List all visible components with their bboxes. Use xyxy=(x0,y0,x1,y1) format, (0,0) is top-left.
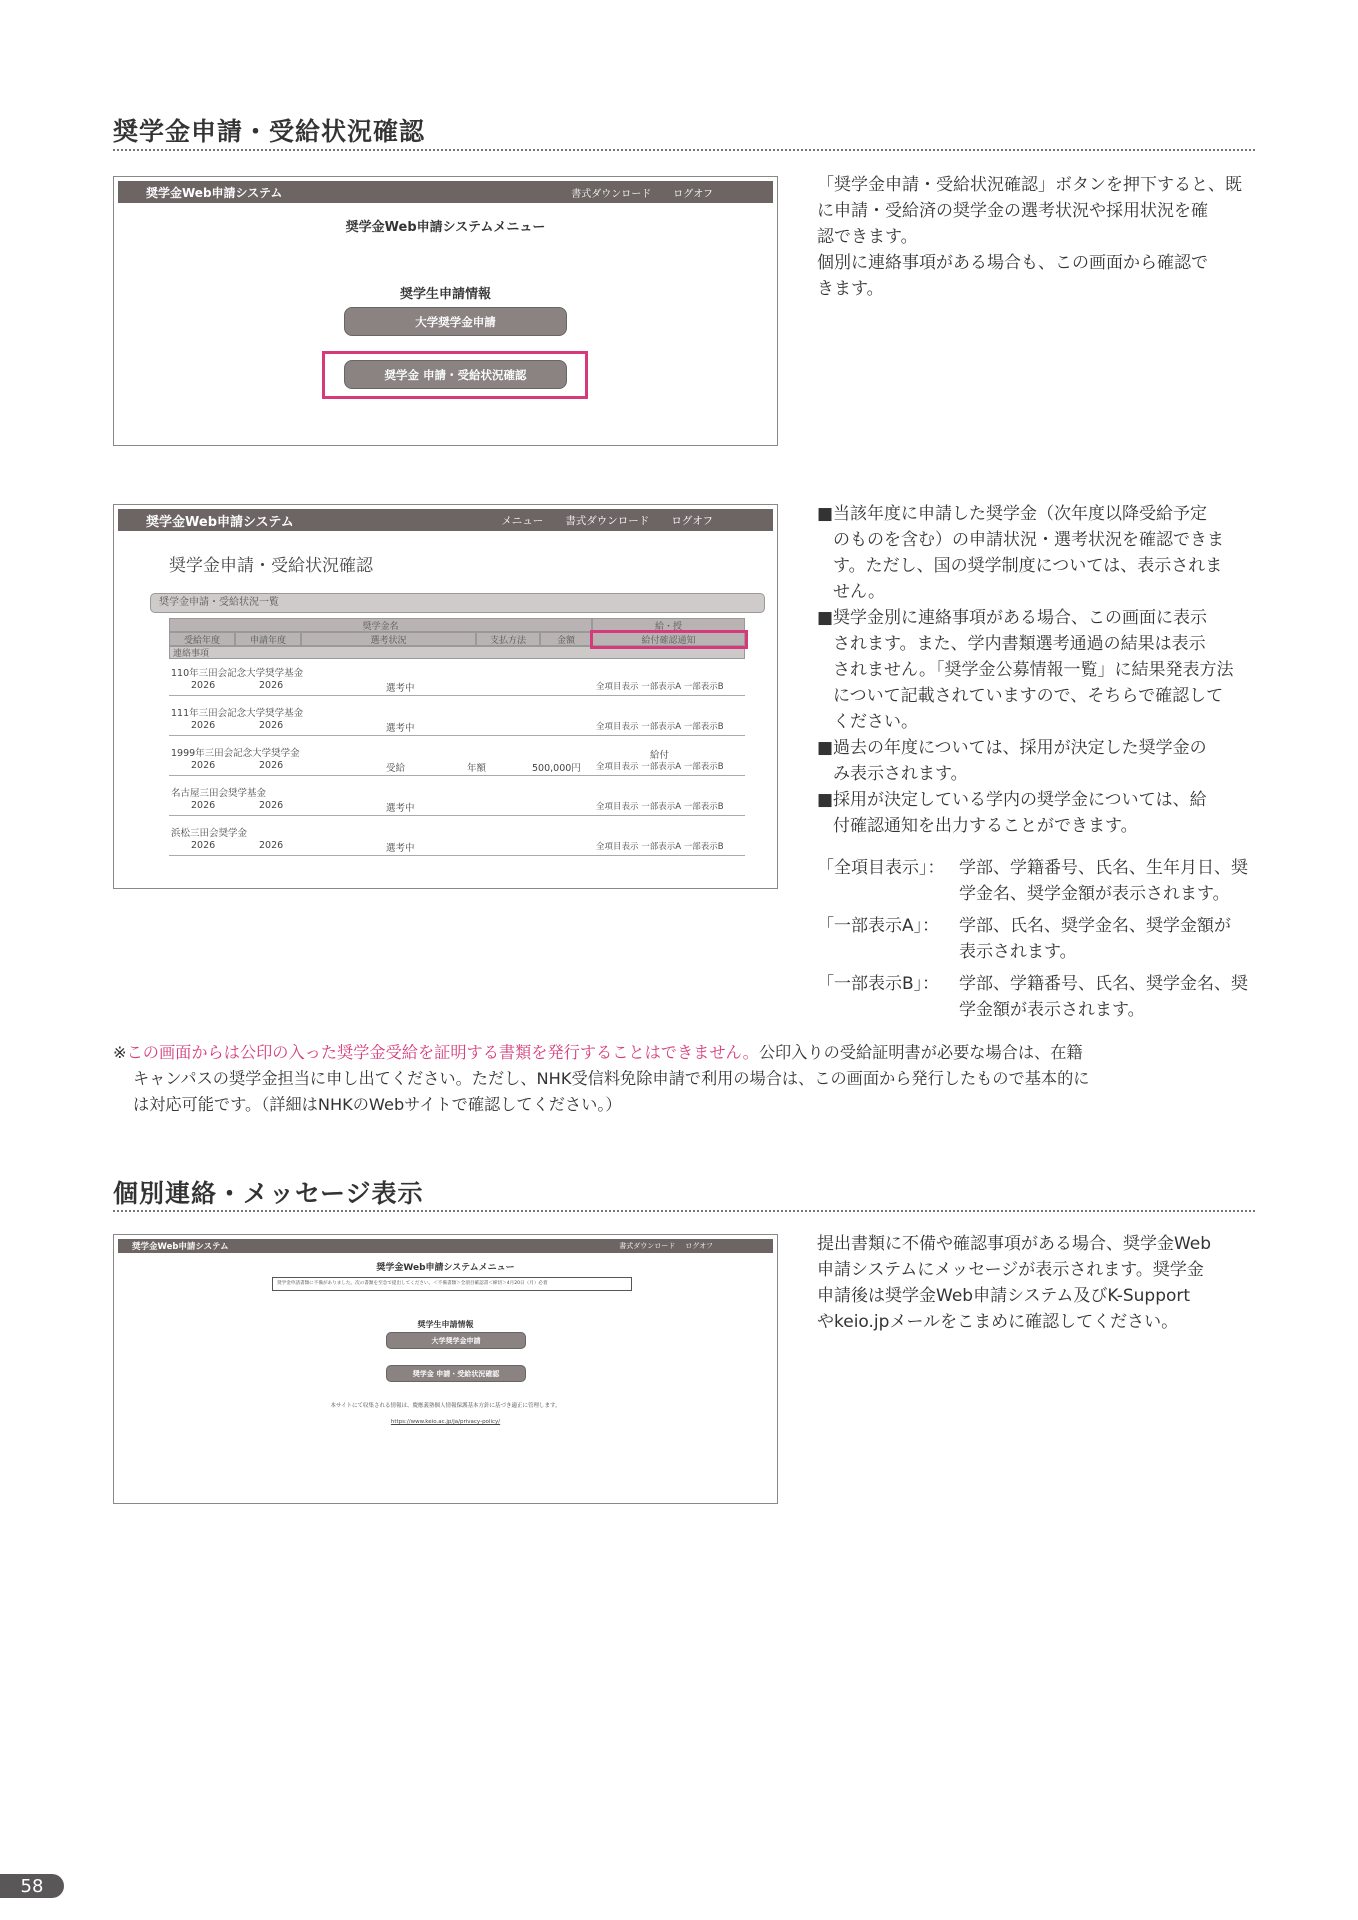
header-notice: 給付確認通知 xyxy=(592,632,745,646)
download-link[interactable]: 書式ダウンロード xyxy=(571,188,652,200)
section-title-status: 奨学金申請・受給状況確認 xyxy=(113,117,426,146)
logoff-link[interactable]: ログオフ xyxy=(671,514,713,527)
row-divider xyxy=(169,775,745,776)
privacy-text: 本サイトにて収集される情報は、慶應義塾個人情報保護基本方針に基づき適正に管理します。 xyxy=(330,1403,561,1409)
row-kyufu: 給付 xyxy=(650,750,670,761)
section1-description: 「奨学金申請・受給状況確認」ボタンを押下すると、既 に申請・受給済の奨学金の選考状況や採用状況を確 認できます。 個別に連絡事項がある場合も、この画面から確認で きます。 xyxy=(817,175,1242,299)
note-mark: ※ xyxy=(113,1043,127,1062)
page-number: 58 xyxy=(0,1874,64,1898)
display-definitions xyxy=(817,855,1262,1023)
row-payment: 年額 xyxy=(467,763,487,774)
row-recv-year: 2026 xyxy=(191,680,216,691)
status-button[interactable]: 奨学金 申請・受給状況確認 xyxy=(344,360,567,389)
bullet-item: ■ 過去の年度については、採用が決定した奨学金の み表示されます。 xyxy=(817,738,1207,784)
section-divider xyxy=(113,149,1255,151)
header-kyufu: 給・授 xyxy=(592,618,745,632)
section-divider xyxy=(113,1210,1255,1212)
row-divider xyxy=(169,815,745,816)
apply-button[interactable]: 大学奨学金申請 xyxy=(344,307,567,336)
menu-title: 奨学金Web申請システムメニュー xyxy=(376,1263,515,1273)
row-status: 受給 xyxy=(386,763,406,774)
system-title: 奨学金Web申請システム xyxy=(146,514,294,530)
highlight-frame xyxy=(322,351,588,399)
system-header-bar xyxy=(118,509,773,531)
row-view-links[interactable]: 全項目表示 一部表示A 一部表示B xyxy=(596,762,724,772)
row-scholarship-name: 名古屋三田会奨学基金 xyxy=(171,788,267,799)
header-status: 選考状況 xyxy=(301,632,476,646)
header-scholarship-name: 奨学金名 xyxy=(169,618,592,632)
header-recv-year: 受給年度 xyxy=(169,632,235,646)
row-apply-year: 2026 xyxy=(259,800,284,811)
page-title: 奨学金申請・受給状況確認 xyxy=(169,556,373,576)
row-scholarship-name: 浜松三田会奨学金 xyxy=(171,828,248,839)
row-recv-year: 2026 xyxy=(191,800,216,811)
group-label: 奨学生申請情報 xyxy=(399,287,491,302)
highlight-frame xyxy=(590,630,748,649)
row-divider xyxy=(169,695,745,696)
section-title-message: 個別連絡・メッセージ表示 xyxy=(113,1179,424,1208)
header-payment: 支払方法 xyxy=(476,632,540,646)
definition-all: 「全項目表示」： 学部、学籍番号、氏名、生年月日、奨 学金名、奨学金額が表示されます。 xyxy=(817,858,1248,904)
list-title-bar: 奨学金申請・受給状況一覧 xyxy=(150,593,765,613)
screenshot-menu xyxy=(113,176,778,446)
row-scholarship-name: 110年三田会記念大学奨学基金 xyxy=(171,668,304,679)
header-apply-year: 申請年度 xyxy=(235,632,301,646)
privacy-link[interactable]: https://www.keio.ac.jp/ja/privacy-policy/ xyxy=(390,1419,501,1425)
note-warning: この画面からは公印の入った奨学金受給を証明する書類を発行することはできません。 xyxy=(126,1043,759,1062)
bullet-item: ■ 奨学金別に連絡事項がある場合、この画面に表示 されます。また、学内書類選考通過の結果は表示 されません。「奨学金公募情報一覧」に結果発表方法 について記載されていますので、そちらで確認して ください。 xyxy=(817,608,1234,732)
definition-b: 「一部表示B」： 学部、学籍番号、氏名、奨学金名、奨 学金額が表示されます。 xyxy=(817,974,1248,1020)
row-apply-year: 2026 xyxy=(259,760,284,771)
row-divider xyxy=(169,735,745,736)
screenshot-message xyxy=(113,1234,778,1504)
row-apply-year: 2026 xyxy=(259,840,284,851)
row-divider xyxy=(169,855,745,856)
section3-description: 提出書類に不備や確認事項がある場合、奨学金Web 申請システムにメッセージが表示されます。奨学金 申請後は奨学金Web申請システム及びK-Support やkeio.jpメールをこまめに確認してください。 xyxy=(817,1234,1212,1332)
apply-button[interactable]: 大学奨学金申請 xyxy=(386,1332,526,1349)
menu-link[interactable]: メニュー xyxy=(501,514,544,527)
row-apply-year: 2026 xyxy=(259,720,284,731)
system-title: 奨学金Web申請システム xyxy=(132,1242,229,1252)
system-header-bar xyxy=(118,1239,773,1253)
row-view-links[interactable]: 全項目表示 一部表示A 一部表示B xyxy=(596,802,724,812)
header-amount: 金額 xyxy=(540,632,592,646)
menu-title: 奨学金Web申請システムメニュー xyxy=(345,220,546,235)
bullet-item: ■ 採用が決定している学内の奨学金については、給 付確認通知を出力することができます。 xyxy=(817,790,1207,836)
row-scholarship-name: 111年三田会記念大学奨学基金 xyxy=(171,708,304,719)
row-view-links[interactable]: 全項目表示 一部表示A 一部表示B xyxy=(596,682,724,692)
row-scholarship-name: 1999年三田会記念大学奨学金 xyxy=(171,748,300,759)
group-label: 奨学生申請情報 xyxy=(417,1320,474,1329)
download-link[interactable]: 書式ダウンロード xyxy=(619,1242,676,1250)
row-recv-year: 2026 xyxy=(191,720,216,731)
system-title: 奨学金Web申請システム xyxy=(146,185,283,200)
header-contact: 連絡事項 xyxy=(169,646,745,659)
status-button[interactable]: 奨学金 申請・受給状況確認 xyxy=(386,1365,526,1382)
logoff-link[interactable]: ログオフ xyxy=(685,1242,713,1250)
system-header-bar xyxy=(118,181,773,203)
row-recv-year: 2026 xyxy=(191,840,216,851)
message-box: 奨学金申請書類に不備がありました。次の書類を至急で提出してください。＜不備書類＞全項目確認書＜締切＞4月20日（月）必着 xyxy=(272,1277,632,1291)
bullet-item: ■ 当該年度に申請した奨学金（次年度以降受給予定 のものを含む）の申請状況・選考状況を確認できま す。ただし、国の奨学制度については、表示されま せん。 xyxy=(817,504,1224,602)
logoff-link[interactable]: ログオフ xyxy=(673,188,713,200)
download-link[interactable]: 書式ダウンロード xyxy=(565,514,650,527)
row-recv-year: 2026 xyxy=(191,760,216,771)
row-status: 選考中 xyxy=(386,843,415,854)
row-status: 選考中 xyxy=(386,683,415,694)
row-status: 選考中 xyxy=(386,723,415,734)
note-block: ※この画面からは公印の入った奨学金受給を証明する書類を発行することはできません。公印入りの受給証明書が必要な場合は、在籍 キャンパスの奨学金担当に申し出てください。ただし、NHK受信料免除申請で利用の場合は、この画面から発行したもので基本的に は対応可能です。（詳細はNHKのWebサイトで確認してください。） xyxy=(113,1043,1090,1114)
screenshot-status-list xyxy=(113,504,778,889)
row-status: 選考中 xyxy=(386,803,415,814)
row-view-links[interactable]: 全項目表示 一部表示A 一部表示B xyxy=(596,842,724,852)
section2-bullets xyxy=(817,501,1262,839)
row-view-links[interactable]: 全項目表示 一部表示A 一部表示B xyxy=(596,722,724,732)
row-amount: 500,000円 xyxy=(532,763,581,774)
definition-a: 「一部表示A」： 学部、氏名、奨学金名、奨学金額が 表示されます。 xyxy=(817,916,1231,962)
row-apply-year: 2026 xyxy=(259,680,284,691)
